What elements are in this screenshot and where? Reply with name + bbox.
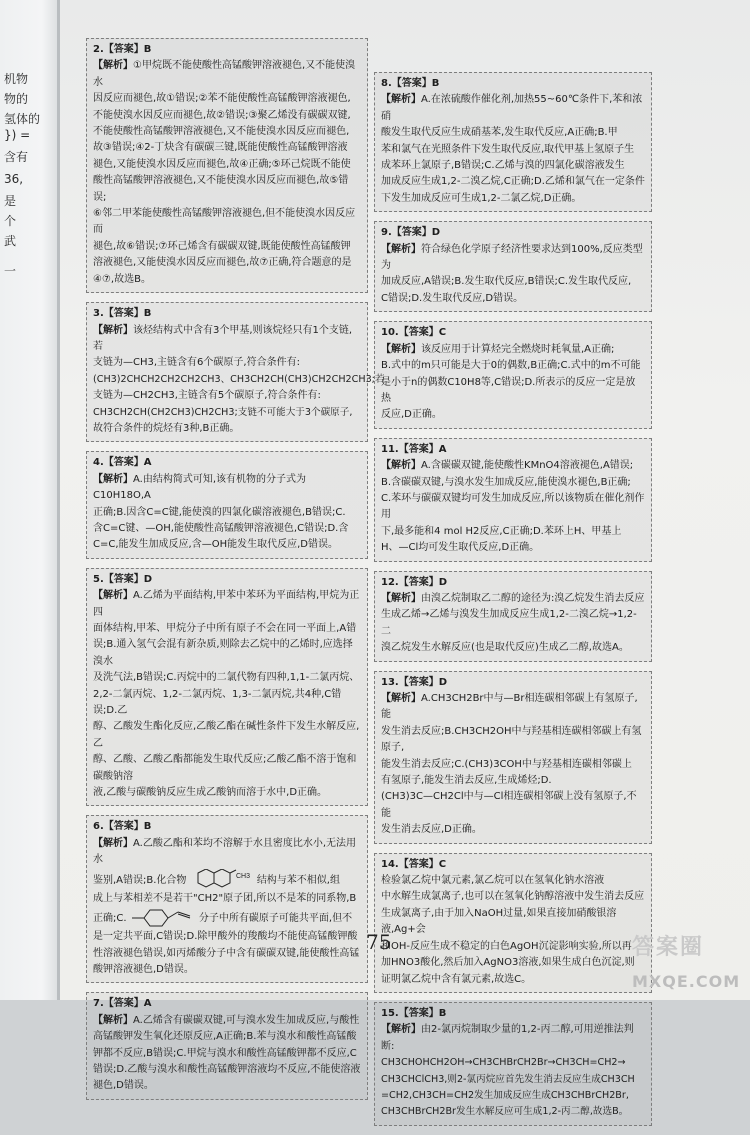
- answer-block-8: [374, 72, 652, 212]
- explanation-label: 【解析】: [381, 1024, 421, 1036]
- answer-block-11: [374, 438, 652, 562]
- explanation-text: 【解析】A.乙烯含有碳碳双键,可与溴水发生加成反应,与酸性 高锰酸钾发生氧化还原反应,A正确;B.苯与溴水和酸性高锰酸 钾都不反应,B错误;C.甲烷与溴水和酸性高锰酸钾都不反应,C 错误;D.乙酸与溴水和酸性高锰酸钾溶液均不反应,不能使溶液 褪色,D错误。: [93, 1014, 361, 1092]
- facing-page-text: 物的: [4, 92, 29, 106]
- answer-heading: 13.【答案】D: [381, 676, 448, 688]
- answer-block-7: [86, 992, 368, 1099]
- explanation-text: 【解析】由溴乙烷制取乙二醇的途径为:溴乙烷发生消去反应 生成乙烯→乙烯与溴发生加成反应生成1,2-二溴乙烷→1,2-二 溴乙烷发生水解反应(也是取代反应)生成乙二醇,故选A。: [381, 592, 645, 654]
- answer-heading: 9.【答案】D: [381, 227, 441, 239]
- answer-block-3: [86, 302, 385, 442]
- facing-page-text: 是: [4, 194, 17, 208]
- explanation-text: 【解析】A.含碳碳双键,能使酸性KMnO4溶液褪色,A错误; B.含碳碳双键,与溴水发生加成反应,能使溴水褪色,B正确; C.苯环与碳碳双键均可发生加成反应,所以该物质在催化剂作用 下,最多能和4 mol H2反应,C正确;D.苯环上H、甲基上 H、—Cl均可发生取代反应,D正确。: [381, 460, 645, 554]
- explanation-label: 【解析】: [93, 324, 133, 336]
- answer-heading: 12.【答案】D: [381, 576, 448, 588]
- explanation-text: 【解析】A.在浓硫酸作催化剂,加热55~60℃条件下,苯和浓硝 酸发生取代反应生成硝基苯,发生取代反应,A正确;B.甲 苯和氯气在光照条件下发生取代反应,取代甲基上氢原子生 成苯环上氯原子,B错误;C.乙烯与溴的四氯化碳溶液发生 加成反应生成1,2-二溴乙烷,C正确;D.乙烯和氯气在一定条件 下发生加成反应可生成1,2-二氯乙烷,D正确。: [381, 94, 645, 204]
- facing-page-text: 含有: [4, 150, 29, 164]
- explanation-text: 【解析】符合绿色化学原子经济性要求达到100%,反应类型为 加成反应,A错误;B.发生取代反应,B错误;C.发生取代反应, C错误;D.发生取代反应,D错误。: [381, 243, 643, 304]
- methylnaphthalene-structure: [190, 869, 254, 891]
- explanation-label: 【解析】: [381, 343, 421, 355]
- explanation-label: 【解析】: [93, 837, 133, 849]
- facing-page-edge: [0, 0, 60, 1000]
- facing-page-text: 机物: [4, 72, 29, 86]
- explanation-text: 【解析】由2-氯丙烷制取少量的1,2-丙二醇,可用逆推法判断: CH3CHOHCH2OH→CH3CHBrCH2Br→CH3CH=CH2→ CH3CHClCH3,则2-氯丙烷应首先发生消去反应生成CH3CH =CH2,CH3CH=CH2发生加成反应生成CH3CHBrCH2Br, CH3CHBrCH2Br发生水解反应可生成1,2-丙二醇,故选B。: [381, 1024, 635, 1118]
- methyl-label: CH3: [235, 872, 250, 880]
- answer-heading: 8.【答案】B: [381, 78, 440, 89]
- answer-heading: 5.【答案】D: [93, 573, 153, 585]
- explanation-label: 【解析】: [381, 592, 421, 604]
- answer-page: [60, 0, 750, 1118]
- answer-heading: 2.【答案】B: [93, 44, 152, 55]
- watermark-url: MXQE.COM: [632, 972, 741, 991]
- answer-heading: 3.【答案】B: [93, 308, 152, 320]
- answer-heading: 10.【答案】C: [381, 327, 447, 339]
- explanation-label: 【解析】: [93, 590, 133, 602]
- explanation-text: 【解析】A.乙酸乙酯和苯均不溶解于水且密度比水小,无法用水 鉴别,A错误;B.化合物 CH3 结构与苯不相似,组 成上与苯相差不是若干"CH2"原子团,所以不是苯的同系物,B 正确;C. 分子中所有碳原子可能共平面,但不 是一定共平面,C错误;D.除甲酸外的羧酸均不能使高锰酸钾酸 性溶液褪色错误,如丙烯酸分子中含有碳碳双键,能使酸性高锰 酸钾溶液褪色,D错误。: [93, 837, 360, 975]
- explanation-text: 【解析】①甲烷既不能使酸性高锰酸钾溶液褪色,又不能使溴水 因反应而褪色,故①错误;②苯不能使酸性高锰酸钾溶液褪色, 不能使溴水因反应而褪色,故②错误;③聚乙烯没有碳碳双键, 不能使酸性高锰酸钾溶液褪色,又不能使溴水因反应而褪色, 故③错误;④2-丁炔含有碳碳三键,既能使酸性高锰酸钾溶液 褪色,又能使溴水因反应而褪色,故④正确;⑤环己烷既不能使 酸性高锰酸钾溶液褪色,又不能使溴水因反应而褪色,故⑤错误; ⑥邻二甲苯能使酸性高锰酸钾溶液褪色,但不能使溴水因反应而 褪色,故⑥错误;⑦环己烯含有碳碳双键,既能使酸性高锰酸钾 溶液褪色,又能使溴水因反应而褪色,故⑦正确,符合题意的是④⑦,故选B。: [93, 60, 356, 285]
- answer-block-13: [374, 671, 652, 844]
- answer-heading: 11.【答案】A: [381, 443, 447, 455]
- explanation-label: 【解析】: [93, 1014, 133, 1026]
- explanation-label: 【解析】: [93, 60, 133, 72]
- watermark-title: 答案圈: [632, 935, 705, 960]
- answer-block-6: [86, 815, 368, 983]
- answer-block-9: [374, 221, 652, 312]
- explanation-text: 检验氯乙烷中氯元素,氯乙烷可以在氢氧化钠水溶液 中水解生成氯离子,也可以在氢氧化钠醇溶液中发生消去反应 生成氯离子,由于加入NaOH过量,如果直接加硝酸银溶液,Ag+会 和OH-反应生成不稳定的白色AgOH沉淀影响实验,所以再 加HNO3酸化,然后加入AgNO3溶液,如果生成白色沉淀,则 证明氯乙烷中含有氯元素,故选C。: [381, 875, 645, 985]
- explanation-label: 【解析】: [381, 460, 421, 472]
- facing-page-text: 氢体的: [4, 112, 41, 126]
- explanation-text: 【解析】A.乙烯为平面结构,甲苯中苯环为平面结构,甲烷为正四 面体结构,甲苯、甲烷分子中所有原子不会在同一平面上,A错 误;B.通入氢气会混有新杂质,则除去乙烷中的乙烯时,应选择溴水 及洗气法,B错误;C.丙烷中的二氯代物有四种,1,1-二氯丙烷、 2,2-二氯丙烷、1,2-二氯丙烷、1,3-二氯丙烷,共4种,C错误;D.乙 醇、乙酸发生酯化反应,乙酸乙酯在碱性条件下发生水解反应,乙 醇、乙酸、乙酸乙酯都能发生取代反应;乙酸乙酯不溶于饱和碳酸钠溶 液,乙酸与碳酸钠反应生成乙酸钠而溶于水中,D正确。: [93, 590, 360, 799]
- explanation-label: 【解析】: [381, 94, 421, 106]
- answer-block-2: [86, 38, 368, 293]
- answer-block-12: [374, 571, 652, 662]
- facing-page-text: 一: [4, 264, 17, 278]
- answer-block-15: [374, 1002, 652, 1126]
- facing-page-text: }) =: [4, 128, 31, 142]
- answer-heading: 14.【答案】C: [381, 858, 447, 870]
- facing-page-text: 36,: [4, 172, 24, 186]
- facing-page-text: 个: [4, 214, 17, 228]
- explanation-text: 【解析】A.由结构简式可知,该有机物的分子式为C10H18O,A 正确;B.因含C=C键,能使溴的四氯化碳溶液褪色,B错误;C. 含C=C键、—OH,能使酸性高锰酸钾溶液褪色,C错误;D.含 C=C,能发生加成反应,含—OH能发生取代反应,D错误。: [93, 473, 349, 551]
- vinyltoluene-structure: [130, 907, 196, 929]
- facing-page-text: 武: [4, 234, 17, 248]
- site-watermark: [610, 930, 750, 1000]
- answer-block-5: [86, 568, 368, 807]
- explanation-label: 【解析】: [381, 243, 421, 255]
- answer-heading: 4.【答案】A: [93, 457, 152, 469]
- answer-block-10: [374, 321, 652, 428]
- answer-heading: 7.【答案】A: [93, 998, 152, 1010]
- explanation-label: 【解析】: [93, 473, 133, 485]
- explanation-text: 【解析】A.CH3CH2Br中与—Br相连碳相邻碳上有氢原子,能 发生消去反应;B.CH3CH2OH中与羟基相连碳相邻碳上有氢原子, 能发生消去反应;C.(CH3)3COH中与羟基相连碳相邻碳上 有氢原子,能发生消去反应,生成烯烃;D. (CH3)3C—CH2Cl中与—Cl相连碳相邻碳上没有氢原子,不能 发生消去反应,D正确。: [381, 693, 642, 836]
- explanation-text: 【解析】该反应用于计算烃完全燃烧时耗氧量,A正确; B.式中的m只可能是大于0的偶数,B正确;C.式中的m不可能 是小于n的偶数C10H8等,C错误;D.所表示的反应一定是放热 反应,D正确。: [381, 343, 641, 421]
- answer-block-4: [86, 451, 368, 558]
- page-number: 75: [366, 930, 392, 954]
- answer-heading: 15.【答案】B: [381, 1007, 447, 1019]
- explanation-text: 【解析】该烃结构式中含有3个甲基,则该烷烃只有1个支链,若 支链为—CH3,主链含有6个碳原子,符合条件有: (CH3)2CHCH2CH2CH2CH3、CH3CH2CH(CH3)CH2CH2CH3;若 支链为—CH2CH3,主链含有5个碳原子,符合条件有: CH3CH2CH(CH2CH3)CH2CH3;支链不可能大于3个碳原子, 故符合条件的烷烃有3种,B正确。: [93, 324, 385, 434]
- explanation-label: 【解析】: [381, 693, 421, 704]
- answer-heading: 6.【答案】B: [93, 821, 152, 833]
